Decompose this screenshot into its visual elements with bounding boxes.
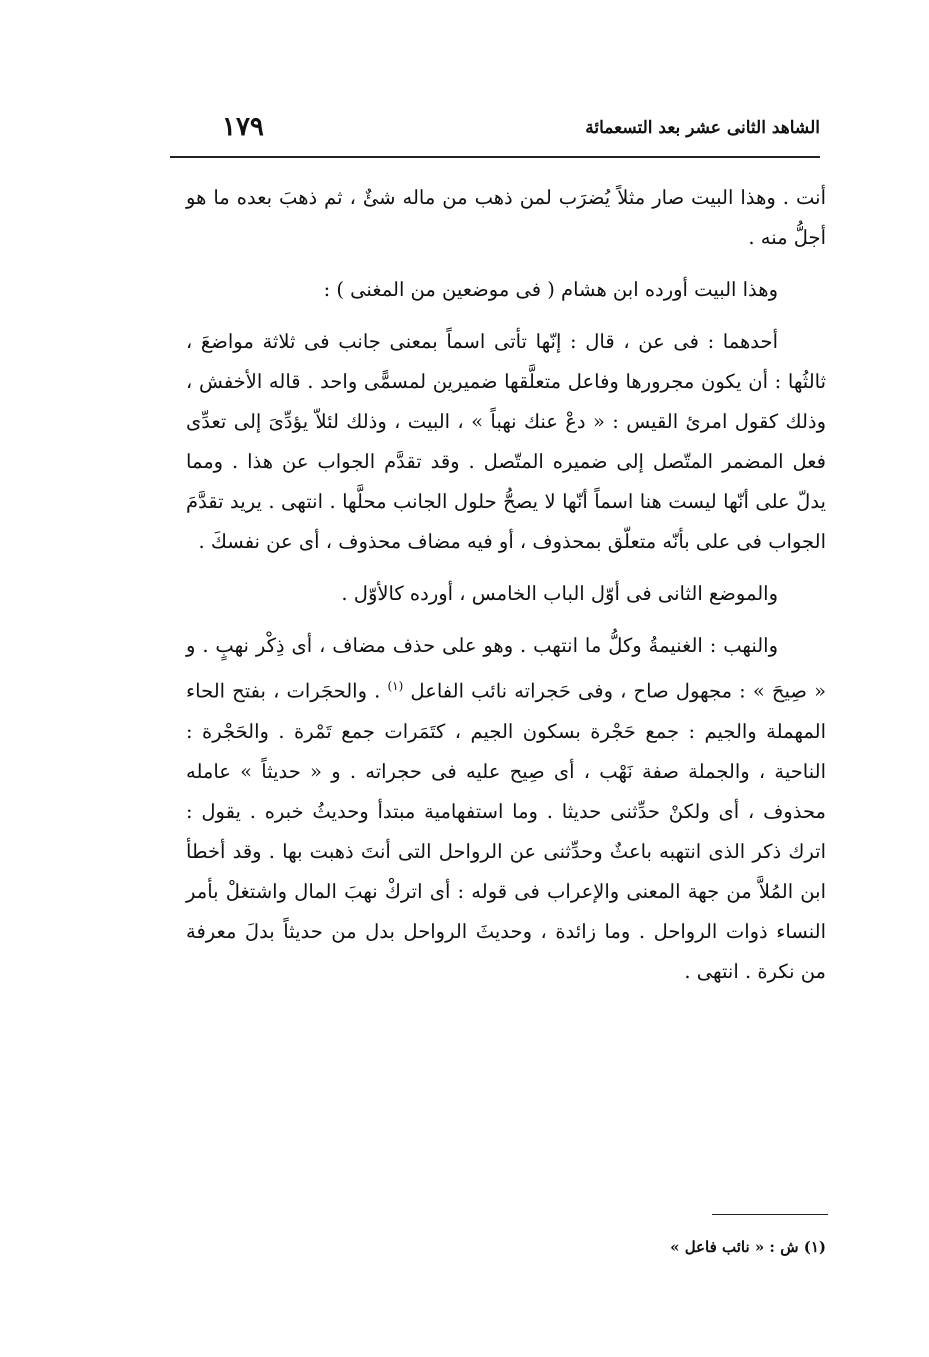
paragraph-4: والموضع الثانى فى أوّل الباب الخامس ، أورده كالأوّل . bbox=[341, 582, 778, 605]
paragraph-5 bbox=[186, 626, 826, 992]
paragraph-1: أنت . وهذا البيت صار مثلاً يُضرَب لمن ذهب من ماله شئٌ ، ثم ذهبَ بعده ما هو أجلُّ منه . bbox=[186, 186, 826, 249]
footnote-reference: (١) bbox=[387, 679, 404, 693]
main-text bbox=[186, 178, 826, 1004]
paragraph-5-part-1: والنهب : الغنيمةُ وكلُّ ما انتهب . وهو على حذف مضاف ، أى ذِكْر نهبٍ . و « صِيحَ » : مجهول صاح ، وفى حَجراته نائب الفاعل bbox=[186, 634, 827, 703]
paragraph-3: أحدهما : فى عن ، قال : إنّها تأتى اسماً بمعنى جانب فى ثلاثة مواضعَ ، ثالثُها : أن يكون مجرورها وفاعل متعلَّقها ضميرين لمسمًّى واحد . قاله الأخفش ، وذلك كقول امرئ القيس : « دعْ عنك نهباً » ، البيت ، وذلك لئلاّ يؤدِّىَ إلى تعدِّى فعل المضمر المتّصل إلى ضميره المتّصل . وقد تقدَّم الجواب عن هذا . ومما يدلّ على أنّها ليست هنا اسماً أنّها لا يصحُّ حلول الجانب محلَّها . انتهى . يريد تقدَّمَ الجواب فى على بأنّه متعلّق بمحذوف ، أو فيه مضاف محذوف ، أى عن نفسكَ . bbox=[186, 330, 826, 553]
running-title: الشاهد الثانى عشر بعد التسعمائة bbox=[585, 118, 820, 138]
page-number: ١٧٩ bbox=[222, 112, 264, 142]
paragraph-5-part-2: . والحجَرات ، بفتح الحاء المهملة والجيم : جمع حَجْرة بسكون الجيم ، كتَمَرات جمع تَمْرة . والحَجْرة : الناحية ، والجملة صفة نَهْب ، أى صِيح عليه فى حجراته . و « حديثاً » عامله محذوف ، أى ولكنْ حدِّثنى حديثا . وما استفهامية مبتدأ وحديثُ خبره . يقول : اترك ذكر الذى انتهبه باعثٌ وحدِّثنى عن الرواحل التى أنتَ ذهبت بها . وقد أخطأ ابن المُلاَّ من جهة المعنى والإعراب فى قوله : أى اتركْ نهبَ المال واشتغلْ بأمر النساء ذوات الرواحل . وما زائدة ، وحديثَ الرواحل بدل من حديثاً بدلَ معرفة من نكرة . انتهى . bbox=[186, 679, 826, 983]
footnote: (١) ش : « نائب فاعل » bbox=[670, 1238, 826, 1256]
page-header bbox=[170, 112, 820, 152]
header-divider bbox=[170, 156, 820, 158]
footnote-divider bbox=[712, 1214, 828, 1215]
paragraph-2: وهذا البيت أورده ابن هشام ( فى موضعين من المغنى ) : bbox=[323, 278, 778, 301]
